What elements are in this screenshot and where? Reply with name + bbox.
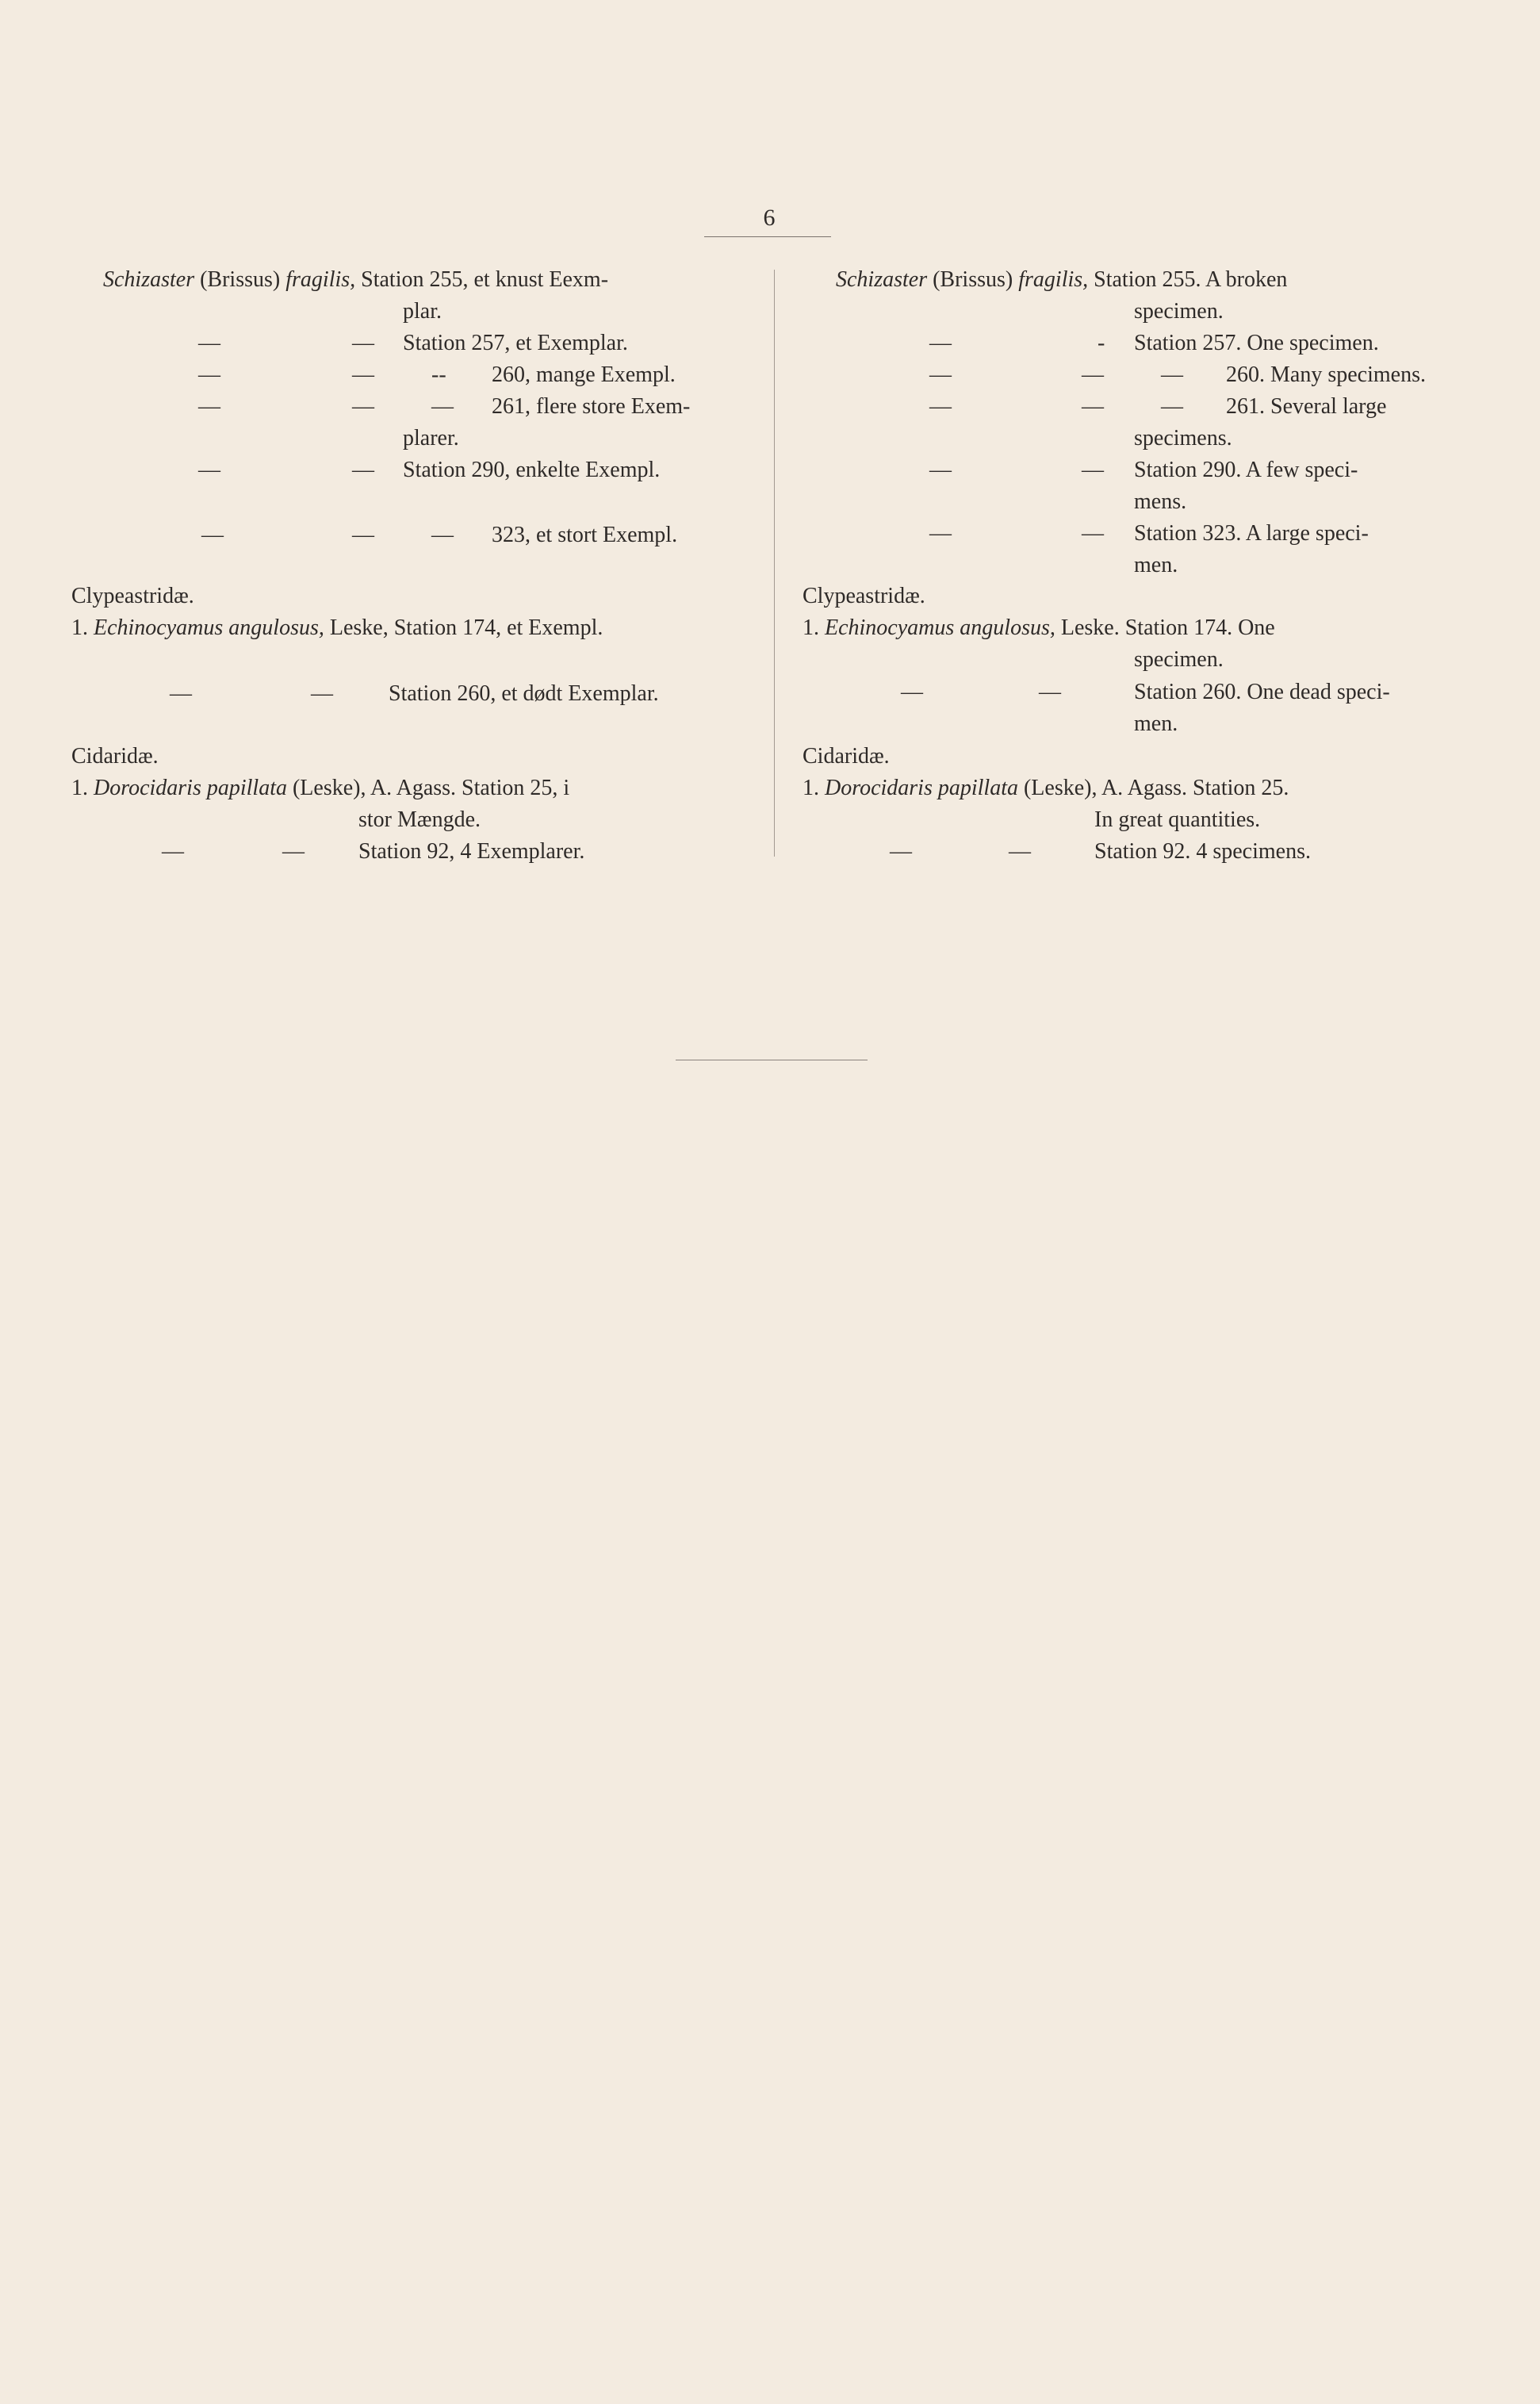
entry-continuation: plarer.	[403, 426, 459, 451]
station-line: Station 290, enkelte Exempl.	[403, 458, 661, 482]
station-line: Station 260. One dead speci-	[1134, 680, 1390, 704]
species-name: angulosus,	[960, 615, 1055, 640]
ditto-dash: —	[1161, 394, 1183, 419]
entry-continuation: specimen.	[1134, 299, 1224, 324]
ditto-dash: -	[1098, 331, 1105, 355]
station-line: Station 257, et Exemplar.	[403, 331, 628, 355]
entry-continuation: plar.	[403, 299, 442, 324]
entry-number: 1.	[71, 615, 88, 640]
header-rule	[704, 236, 831, 237]
entry-text: Leske, Station 174, et Exempl.	[329, 615, 603, 640]
species-name: angulosus,	[228, 615, 324, 640]
species-name: fragilis,	[285, 267, 356, 292]
ditto-dash: --	[431, 362, 446, 387]
entry-continuation: stor Mængde.	[358, 807, 481, 832]
ditto-dash: —	[1082, 458, 1104, 482]
ditto-dash: —	[890, 839, 912, 864]
entry-continuation: men.	[1134, 711, 1178, 736]
station-line: Station 92, 4 Exemplarer.	[358, 839, 585, 864]
column-divider	[774, 270, 775, 857]
ditto-dash: —	[198, 331, 220, 355]
ditto-dash: —	[198, 458, 220, 482]
entry-number: 1.	[803, 776, 819, 800]
entry-number: 1.	[71, 776, 88, 800]
ditto-dash: —	[1161, 362, 1183, 387]
ditto-dash: —	[431, 394, 454, 419]
ditto-dash: —	[1039, 680, 1061, 704]
dorocidaris-entry-english	[803, 775, 1289, 802]
echinocyamus-entry-danish	[71, 615, 603, 642]
ditto-dash: —	[929, 521, 952, 546]
species-name: papillata	[937, 776, 1018, 800]
station-line: 260, mange Exempl.	[492, 362, 676, 387]
ditto-dash: —	[201, 523, 224, 547]
entry-text: Station 255, et knust Eexm-	[361, 267, 609, 292]
ditto-dash: —	[431, 523, 454, 547]
entry-number: 1.	[803, 615, 819, 640]
ditto-dash: —	[282, 839, 305, 864]
ditto-dash: —	[198, 394, 220, 419]
ditto-dash: —	[352, 523, 374, 547]
ditto-dash: —	[198, 362, 220, 387]
dorocidaris-entry-danish	[71, 775, 569, 802]
ditto-dash: —	[352, 394, 374, 419]
ditto-dash: —	[352, 331, 374, 355]
subgenus-name: (Brissus)	[200, 267, 281, 292]
station-line: 261, flere store Exem-	[492, 394, 691, 419]
entry-text: (Leske), A. Agass. Station 25, i	[292, 776, 570, 800]
station-line: Station 260, et dødt Exemplar.	[389, 681, 659, 706]
schizaster-entry-danish	[103, 266, 608, 293]
ditto-dash: —	[162, 839, 184, 864]
station-line: 261. Several large	[1226, 394, 1387, 419]
ditto-dash: —	[1082, 362, 1104, 387]
ditto-dash: —	[1082, 394, 1104, 419]
genus-name: Schizaster	[103, 267, 195, 292]
ditto-dash: —	[929, 394, 952, 419]
genus-name: Echinocyamus	[825, 615, 955, 640]
ditto-dash: —	[901, 680, 923, 704]
genus-name: Dorocidaris	[94, 776, 201, 800]
subgenus-name: (Brissus)	[933, 267, 1013, 292]
ditto-dash: —	[1082, 521, 1104, 546]
ditto-dash: —	[170, 681, 192, 706]
echinocyamus-entry-english	[803, 615, 1275, 642]
family-heading: Clypeastridæ.	[803, 584, 925, 608]
station-line: Station 92. 4 specimens.	[1094, 839, 1311, 864]
family-heading: Cidaridæ.	[803, 744, 890, 769]
ditto-dash: —	[352, 458, 374, 482]
ditto-dash: —	[929, 458, 952, 482]
entry-continuation: men.	[1134, 553, 1178, 577]
ditto-dash: —	[352, 362, 374, 387]
species-name: papillata	[206, 776, 287, 800]
ditto-dash: —	[929, 362, 952, 387]
entry-continuation: specimens.	[1134, 426, 1232, 451]
station-line: 323, et stort Exempl.	[492, 523, 678, 547]
entry-text: (Leske), A. Agass. Station 25.	[1023, 776, 1289, 800]
ditto-dash: —	[929, 331, 952, 355]
family-heading: Clypeastridæ.	[71, 584, 194, 608]
ditto-dash: —	[311, 681, 333, 706]
entry-continuation: specimen.	[1134, 647, 1224, 672]
schizaster-entry-english	[836, 266, 1287, 293]
entry-continuation: mens.	[1134, 489, 1187, 514]
station-line: Station 323. A large speci-	[1134, 521, 1369, 546]
station-line: 260. Many specimens.	[1226, 362, 1426, 387]
genus-name: Dorocidaris	[825, 776, 933, 800]
page-number: 6	[763, 205, 776, 231]
entry-text: Station 255. A broken	[1094, 267, 1288, 292]
entry-text: Leske. Station 174. One	[1060, 615, 1275, 640]
genus-name: Echinocyamus	[94, 615, 224, 640]
station-line: Station 290. A few speci-	[1134, 458, 1358, 482]
entry-continuation: In great quantities.	[1094, 807, 1261, 832]
ditto-dash: —	[1009, 839, 1031, 864]
genus-name: Schizaster	[836, 267, 928, 292]
station-line: Station 257. One specimen.	[1134, 331, 1379, 355]
species-name: fragilis,	[1018, 267, 1089, 292]
family-heading: Cidaridæ.	[71, 744, 159, 769]
